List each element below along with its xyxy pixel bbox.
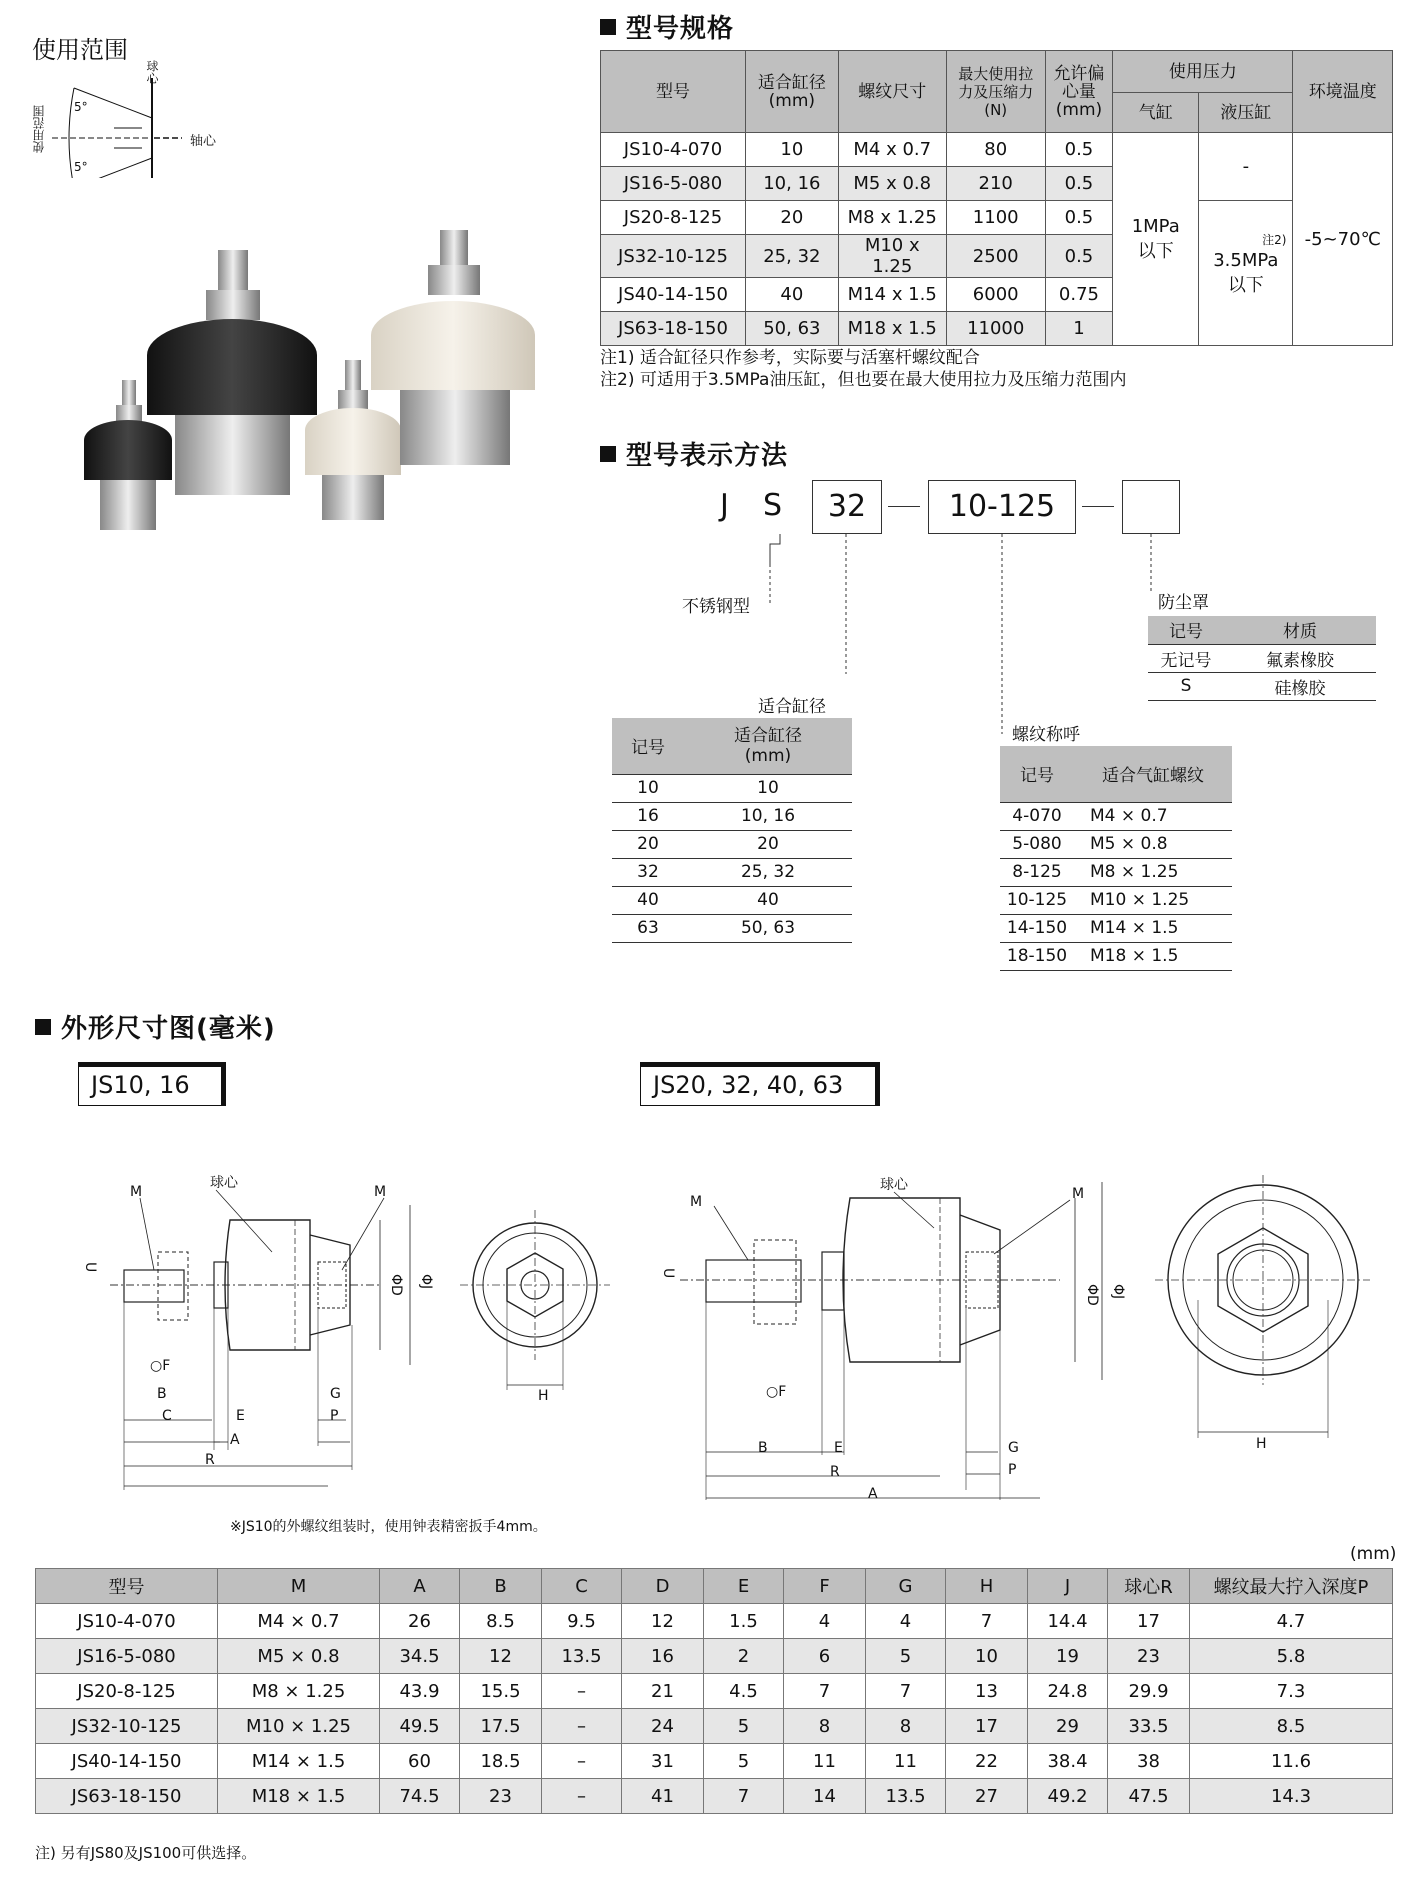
spec-cell: 0.5 [1045, 133, 1113, 167]
dims-cell: 43.9 [380, 1674, 460, 1709]
dims-cell: 41 [622, 1779, 704, 1814]
dims-cell: 5 [704, 1744, 784, 1779]
dims-cell: 11 [866, 1744, 946, 1779]
dims-cell: 7.3 [1190, 1674, 1393, 1709]
dims-cell: 22 [946, 1744, 1028, 1779]
thread-cell: 5-080 [1000, 830, 1074, 858]
dims-cell: 49.5 [380, 1709, 460, 1744]
thread-h-code: 记号 [1000, 746, 1074, 802]
spec-cell: 50, 63 [745, 312, 838, 346]
dims-cell: JS10-4-070 [36, 1604, 218, 1639]
range-axis-label: 轴心 [190, 134, 217, 149]
dims-cell: M8 × 1.25 [218, 1674, 380, 1709]
dims-model-b: JS20, 32, 40, 63 [640, 1062, 880, 1106]
code-thread-label: 螺纹称呼 [1012, 725, 1080, 745]
dB-H: H [1256, 1436, 1267, 1452]
dims-h: M [218, 1569, 380, 1604]
dims-cell: M4 × 0.7 [218, 1604, 380, 1639]
dims-cell: 17 [946, 1709, 1028, 1744]
dims-cell: 14.4 [1028, 1604, 1108, 1639]
spec-cell: JS63-18-150 [601, 312, 746, 346]
dims-cell: 38 [1108, 1744, 1190, 1779]
spec-cell: 25, 32 [745, 235, 838, 278]
dims-cell: 5 [704, 1709, 784, 1744]
dims-cell: 7 [704, 1779, 784, 1814]
dims-cell: 10 [946, 1639, 1028, 1674]
dims-h: B [460, 1569, 542, 1604]
dims-cell: M14 × 1.5 [218, 1744, 380, 1779]
dB-B: B [758, 1440, 768, 1456]
spec-cell: 11000 [946, 312, 1045, 346]
thread-h-thread: 适合气缸螺纹 [1074, 746, 1232, 802]
dims-cell: 49.2 [1028, 1779, 1108, 1814]
dims-cell: 17.5 [460, 1709, 542, 1744]
thread-cell: 8-125 [1000, 858, 1074, 886]
bore-h-bore: 适合缸径(mm) [684, 718, 852, 774]
dB-J: ΦJ [1110, 1284, 1126, 1300]
spec-h-bore: 适合缸径(mm) [745, 51, 838, 133]
dims-cell: 27 [946, 1779, 1028, 1814]
dims-cell: 13.5 [866, 1779, 946, 1814]
dB-G: G [1008, 1440, 1019, 1456]
dims-cell: 15.5 [460, 1674, 542, 1709]
dims-h: C [542, 1569, 622, 1604]
table-row [36, 1604, 1393, 1639]
thread-cell: M4 × 0.7 [1074, 802, 1232, 830]
range-angle-bottom: 5° [74, 160, 88, 174]
dims-cell: 24.8 [1028, 1674, 1108, 1709]
dA-H: H [538, 1388, 549, 1404]
thread-cell: M18 × 1.5 [1074, 942, 1232, 970]
dims-cell: 4 [784, 1604, 866, 1639]
spec-h-thread: 螺纹尺寸 [838, 51, 946, 133]
dims-h: 球心R [1108, 1569, 1190, 1604]
spec-h-hyd: 液压缸 [1199, 93, 1293, 133]
dims-cell: JS32-10-125 [36, 1709, 218, 1744]
dims-cell: – [542, 1744, 622, 1779]
dims-title: 外形尺寸图(毫米) [35, 1008, 276, 1045]
dB-A: A [868, 1486, 878, 1502]
product-photo [80, 230, 600, 560]
dims-cell: 31 [622, 1744, 704, 1779]
bore-cell: 20 [612, 830, 684, 858]
dims-cell: 7 [946, 1604, 1028, 1639]
code-title: 型号表示方法 [600, 435, 788, 472]
range-diagram [32, 58, 232, 178]
thread-cell: M10 × 1.25 [1074, 886, 1232, 914]
spec-cell: JS20-8-125 [601, 201, 746, 235]
dB-P: P [1008, 1462, 1017, 1478]
dims-cell: 2 [704, 1639, 784, 1674]
code-prefix-j: J [720, 488, 729, 523]
spec-cell: JS32-10-125 [601, 235, 746, 278]
dims-table [35, 1568, 1393, 1814]
spec-cell: JS10-4-070 [601, 133, 746, 167]
dims-cell: 8 [866, 1709, 946, 1744]
spec-cell: 20 [745, 201, 838, 235]
dust-h-material: 材质 [1224, 616, 1376, 644]
dims-cell: M18 × 1.5 [218, 1779, 380, 1814]
spec-cell: 0.5 [1045, 167, 1113, 201]
spec-cell: M8 x 1.25 [838, 201, 946, 235]
dims-cell: 14.3 [1190, 1779, 1393, 1814]
spec-temp: -5~70℃ [1293, 133, 1393, 346]
dA-J: ΦJ [418, 1274, 434, 1290]
dims-cell: 23 [460, 1779, 542, 1814]
dims-cell: 47.5 [1108, 1779, 1190, 1814]
table-row [36, 1779, 1393, 1814]
dims-cell: JS63-18-150 [36, 1779, 218, 1814]
bore-cell: 16 [612, 802, 684, 830]
dims-cell: 8.5 [1190, 1709, 1393, 1744]
bore-cell: 25, 32 [684, 858, 852, 886]
dA-R: R [205, 1452, 215, 1468]
dims-cell: 12 [460, 1639, 542, 1674]
code-dust-box [1122, 480, 1180, 534]
spec-cell: 0.5 [1045, 235, 1113, 278]
dims-cell: 4 [866, 1604, 946, 1639]
thread-cell: M5 × 0.8 [1074, 830, 1232, 858]
range-angle-top: 5° [74, 100, 88, 114]
dB-E: E [834, 1440, 843, 1456]
dims-h: D [622, 1569, 704, 1604]
bore-cell: 50, 63 [684, 914, 852, 942]
dims-cell: 8 [784, 1709, 866, 1744]
dims-h: 型号 [36, 1569, 218, 1604]
spec-hyd-dash: - [1199, 133, 1293, 201]
dA-E: E [236, 1408, 245, 1424]
range-side-label: 使用范围 [32, 105, 46, 153]
bore-cell: 40 [684, 886, 852, 914]
spec-cell: 1 [1045, 312, 1113, 346]
dims-cell: 11.6 [1190, 1744, 1393, 1779]
dims-unit: (mm) [1350, 1544, 1397, 1564]
table-row [36, 1674, 1393, 1709]
dA-D: ΦD [388, 1274, 404, 1296]
dims-h: G [866, 1569, 946, 1604]
dims-cell: 24 [622, 1709, 704, 1744]
bore-table [612, 718, 852, 943]
thread-cell: M8 × 1.25 [1074, 858, 1232, 886]
spec-note-2: 注2) 可适用于3.5MPa油压缸，但也要在最大使用拉力及压缩力范围内 [600, 370, 1127, 390]
dims-cell: 7 [784, 1674, 866, 1709]
dims-h: H [946, 1569, 1028, 1604]
dims-cell: 17 [1108, 1604, 1190, 1639]
dims-cell: 38.4 [1028, 1744, 1108, 1779]
spec-hyd-value: 3.5MPa以下 [1213, 249, 1279, 296]
thread-cell: 10-125 [1000, 886, 1074, 914]
spec-cell: 80 [946, 133, 1045, 167]
dims-model-a: JS10, 16 [78, 1062, 226, 1106]
spec-cell: 2500 [946, 235, 1045, 278]
code-stainless-label: 不锈钢型 [682, 597, 750, 617]
code-dash-2 [1082, 506, 1114, 507]
dims-h: F [784, 1569, 866, 1604]
dims-cell: 1.5 [704, 1604, 784, 1639]
bore-cell: 10 [684, 774, 852, 802]
thread-cell: M14 × 1.5 [1074, 914, 1232, 942]
spec-h-force: 最大使用拉力及压缩力(N) [946, 51, 1045, 133]
dims-cell: JS40-14-150 [36, 1744, 218, 1779]
range-section [32, 30, 232, 174]
dA-A: A [230, 1432, 240, 1448]
dims-cell: 29 [1028, 1709, 1108, 1744]
dA-C: C [162, 1408, 172, 1424]
dims-cell: M5 × 0.8 [218, 1639, 380, 1674]
dims-cell: M10 × 1.25 [218, 1709, 380, 1744]
bore-cell: 32 [612, 858, 684, 886]
dA-M2: M [374, 1184, 387, 1200]
spec-cell: JS40-14-150 [601, 278, 746, 312]
dims-cell: 23 [1108, 1639, 1190, 1674]
dims-cell: 34.5 [380, 1639, 460, 1674]
spec-cell: M18 x 1.5 [838, 312, 946, 346]
bore-cell: 40 [612, 886, 684, 914]
dA-F: ○F [150, 1358, 171, 1374]
dims-cell: 5 [866, 1639, 946, 1674]
spec-note-1: 注1) 适合缸径只作参考，实际要与活塞杆螺纹配合 [600, 348, 980, 368]
dB-F: ○F [766, 1384, 787, 1400]
table-row [36, 1709, 1393, 1744]
dB-D: ΦD [1084, 1284, 1100, 1306]
dB-M1: M [690, 1194, 703, 1210]
spec-cell: 210 [946, 167, 1045, 201]
thread-table [1000, 746, 1232, 971]
dA-B: B [157, 1386, 167, 1402]
spec-cell: 0.5 [1045, 201, 1113, 235]
code-thread-box: 10-125 [928, 480, 1076, 534]
spec-cell: M10 x 1.25 [838, 235, 946, 278]
dust-cell: 硅橡胶 [1224, 672, 1376, 700]
bore-cell: 20 [684, 830, 852, 858]
dB-ball: 球心 [880, 1177, 908, 1193]
spec-h-pressure: 使用压力 [1113, 51, 1293, 93]
spec-cell: 40 [745, 278, 838, 312]
dims-cell: 19 [1028, 1639, 1108, 1674]
dims-cell: 4.5 [704, 1674, 784, 1709]
dust-table [1148, 616, 1376, 701]
dims-cell: 12 [622, 1604, 704, 1639]
code-dust-label: 防尘罩 [1158, 593, 1209, 613]
spec-hyd-pressure [1199, 201, 1293, 346]
dims-cell: 16 [622, 1639, 704, 1674]
dims-cell: 14 [784, 1779, 866, 1814]
dA-ball: 球心 [210, 1175, 238, 1191]
dims-cell: 13.5 [542, 1639, 622, 1674]
dims-h: A [380, 1569, 460, 1604]
spec-cell: 10, 16 [745, 167, 838, 201]
dims-h: J [1028, 1569, 1108, 1604]
dims-footnote: 注) 另有JS80及JS100可供选择。 [35, 1844, 257, 1862]
dust-cell: 氟素橡胶 [1224, 644, 1376, 672]
dB-R: R [830, 1464, 840, 1480]
dA-U: U [82, 1262, 98, 1273]
spec-h-temp: 环境温度 [1293, 51, 1393, 133]
spec-cell: 10 [745, 133, 838, 167]
dims-cell: 4.7 [1190, 1604, 1393, 1639]
dims-cell: 11 [784, 1744, 866, 1779]
spec-cell: 0.75 [1045, 278, 1113, 312]
dims-cell: – [542, 1779, 622, 1814]
dims-cell: 6 [784, 1639, 866, 1674]
thread-cell: 18-150 [1000, 942, 1074, 970]
thread-cell: 4-070 [1000, 802, 1074, 830]
dust-cell: S [1148, 672, 1224, 700]
dB-M2: M [1072, 1186, 1085, 1202]
dims-cell: – [542, 1709, 622, 1744]
dims-cell: 74.5 [380, 1779, 460, 1814]
dust-cell: 无记号 [1148, 644, 1224, 672]
dims-cell: 29.9 [1108, 1674, 1190, 1709]
range-ball-label: 球心 [145, 60, 159, 84]
bore-cell: 10 [612, 774, 684, 802]
code-bore-label: 适合缸径 [758, 697, 826, 717]
code-dash-1 [888, 506, 920, 507]
spec-cell: M4 x 0.7 [838, 133, 946, 167]
table-row [36, 1744, 1393, 1779]
dims-cell: 13 [946, 1674, 1028, 1709]
dims-rows [36, 1604, 1393, 1814]
dims-cell: 9.5 [542, 1604, 622, 1639]
dims-h: 螺纹最大拧入深度P [1190, 1569, 1393, 1604]
dims-cell: 33.5 [1108, 1709, 1190, 1744]
dims-cell: 7 [866, 1674, 946, 1709]
dB-U: U [660, 1268, 676, 1279]
bore-h-code: 记号 [612, 718, 684, 774]
spec-h-model: 型号 [601, 51, 746, 133]
dims-js10-note: ※JS10的外螺纹组装时，使用钟表精密扳手4mm。 [230, 1519, 547, 1535]
dust-h-code: 记号 [1148, 616, 1224, 644]
dims-h: E [704, 1569, 784, 1604]
dims-cell: 18.5 [460, 1744, 542, 1779]
dims-cell: 26 [380, 1604, 460, 1639]
dims-cell: 8.5 [460, 1604, 542, 1639]
dims-cell: 60 [380, 1744, 460, 1779]
spec-table [600, 50, 1393, 346]
spec-h-air: 气缸 [1113, 93, 1199, 133]
spec-hyd-note: 注2) [1262, 233, 1287, 247]
spec-cell: 1100 [946, 201, 1045, 235]
bore-cell: 10, 16 [684, 802, 852, 830]
spec-h-ecc: 允许偏心量(mm) [1045, 51, 1113, 133]
dims-cell: – [542, 1674, 622, 1709]
dims-cell: 5.8 [1190, 1639, 1393, 1674]
dA-G: G [330, 1386, 341, 1402]
spec-cell: M5 x 0.8 [838, 167, 946, 201]
code-bore-box: 32 [812, 480, 882, 534]
spec-cell: JS16-5-080 [601, 167, 746, 201]
spec-title: 型号规格 [600, 8, 734, 45]
range-title: 使用范围 [32, 36, 128, 64]
spec-air-pressure: 1MPa以下 [1113, 133, 1199, 346]
dims-cell: JS16-5-080 [36, 1639, 218, 1674]
dims-cell: JS20-8-125 [36, 1674, 218, 1709]
dA-P: P [330, 1408, 339, 1424]
drawing-js10-16 [80, 1180, 640, 1490]
thread-cell: 14-150 [1000, 914, 1074, 942]
bore-cell: 63 [612, 914, 684, 942]
dims-cell: 21 [622, 1674, 704, 1709]
spec-cell: M14 x 1.5 [838, 278, 946, 312]
table-row [36, 1639, 1393, 1674]
spec-cell: 6000 [946, 278, 1045, 312]
dA-M1: M [130, 1184, 143, 1200]
code-prefix-s: S [763, 488, 783, 523]
